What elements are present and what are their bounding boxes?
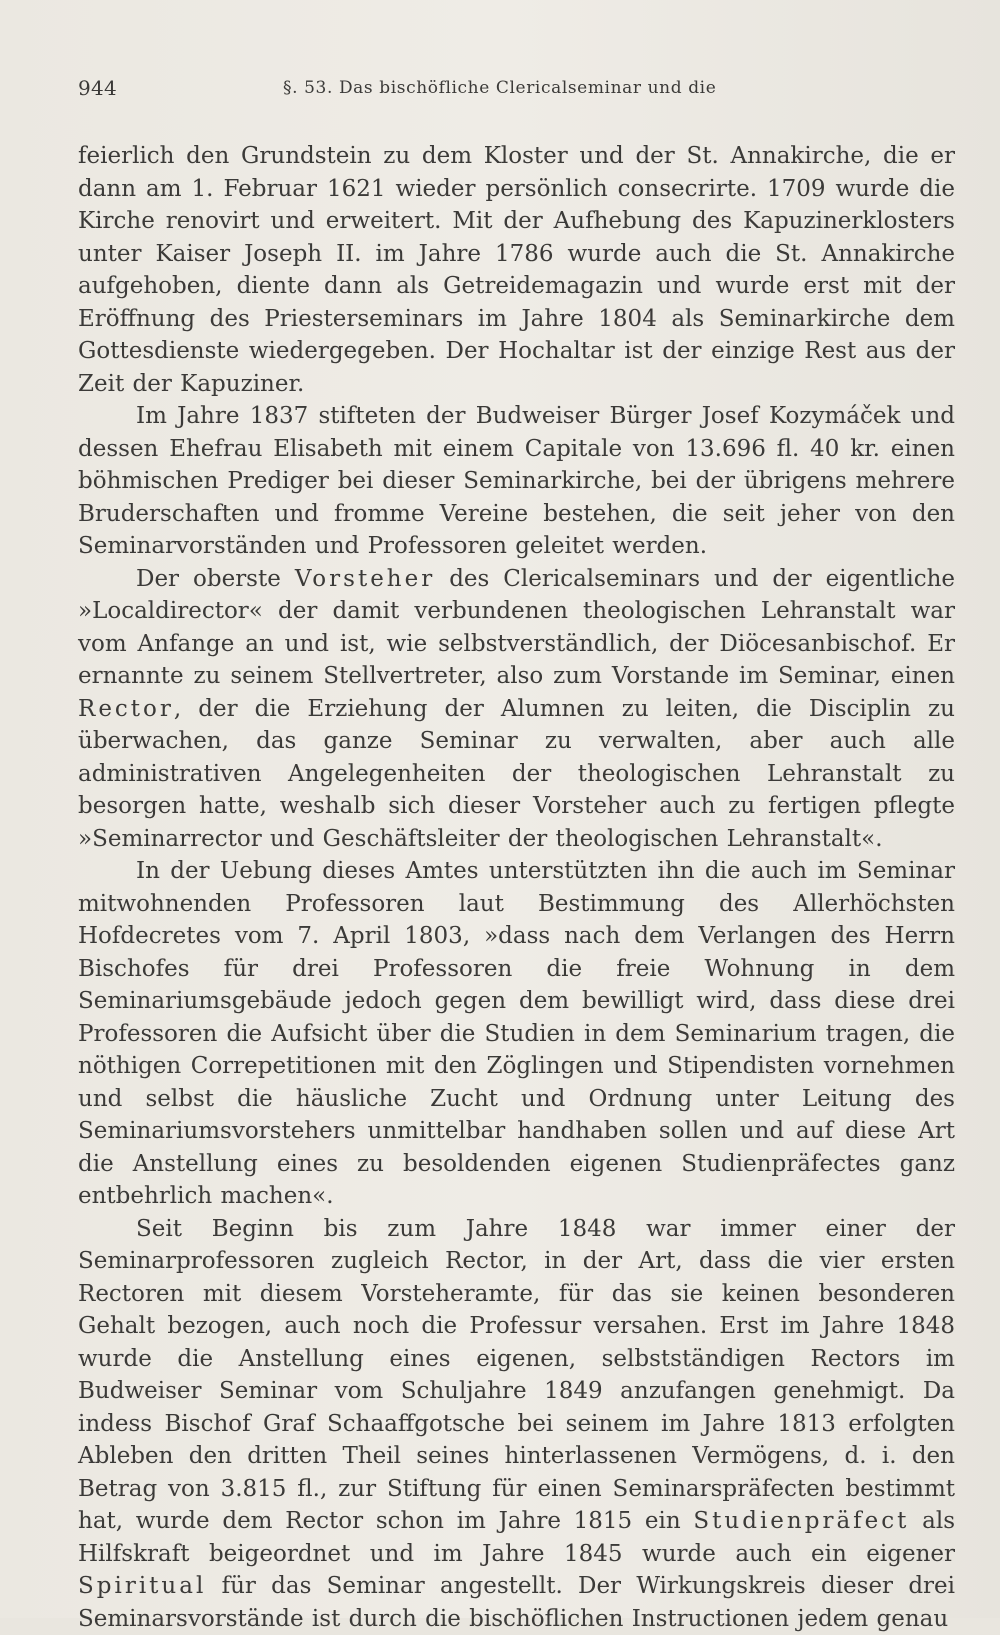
page-header	[78, 76, 958, 108]
spaced-term-rector: Rector	[78, 696, 174, 722]
page-number: 944	[78, 76, 117, 100]
paragraph-3-text-a: Der oberste	[136, 566, 295, 592]
paragraph-1-text: feierlich den Grundstein zu dem Kloster und der St. Annakirche, die er dann am 1. Februar 1621 wieder persönlich consecrirte. 1709 wurde die Kirche renovirt und erweitert. Mit der Aufhebung des Kapuzinerklosters unter Kaiser Joseph II. im Jahre 1786 wurde auch die St. Annakirche aufgehoben, diente dann als Getreidemagazin und wurde erst mit der Eröffnung des Priesterseminars im Jahre 1804 als Seminarkirche dem Gottesdienste wiedergegeben. Der Hochaltar ist der einzige Rest aus der Zeit der Kapuziner.	[78, 143, 955, 397]
body-text	[78, 140, 955, 1635]
paragraph-4-text: In der Uebung dieses Amtes unterstützten ihn die auch im Seminar mitwohnenden Professoren laut Bestimmung des Allerhöchsten Hofdecretes vom 7. April 1803, »dass nach dem Verlangen des Herrn Bischofes für drei Professoren die freie Wohnung in dem Seminariumsgebäude jedoch gegen dem bewilligt wird, dass diese drei Professoren die Aufsicht über die Studien in dem Seminarium tragen, die nöthigen Correpetitionen mit den Zöglingen und Stipendisten vornehmen und selbst die häusliche Zucht und Ordnung unter Leitung des Seminariumsvorstehers unmittelbar handhaben sollen und auf diese Art die Anstellung eines zu besoldenden eigenen Studienpräfectes ganz entbehrlich machen«.	[78, 858, 955, 1209]
spaced-term-spiritual: Spiritual	[78, 1573, 206, 1599]
paragraph-1	[78, 140, 955, 400]
paragraph-2-text: Im Jahre 1837 stifteten der Budweiser Bürger Josef Kozymáček und dessen Ehefrau Elisabeth mit einem Capitale von 13.696 fl. 40 kr. einen böhmischen Prediger bei dieser Seminarkirche, bei der übrigens mehrere Bruderschaften und fromme Vereine bestehen, die seit jeher von den Seminarvorständen und Professoren geleitet werden.	[78, 403, 955, 559]
paragraph-4	[78, 855, 955, 1213]
spaced-term-vorsteher: Vorsteher	[295, 566, 435, 592]
paragraph-5	[78, 1213, 955, 1635]
running-head: §. 53. Das bischöfliche Clericalseminar und die	[283, 78, 716, 98]
paragraph-5-text-a: Seit Beginn bis zum Jahre 1848 war immer einer der Seminarprofessoren zugleich Rector, in der Art, dass die vier ersten Rectoren mit diesem Vorsteheramte, für das sie keinen besonderen Gehalt bezogen, auch noch die Professur versahen. Erst im Jahre 1848 wurde die Anstellung eines eigenen, selbstständigen Rectors im Budweiser Seminar vom Schuljahre 1849 anzufangen genehmigt. Da indess Bischof Graf Schaaffgotsche bei seinem im Jahre 1813 erfolgten Ableben den dritten Theil seines hinterlassenen Vermögens, d. i. den Betrag von 3.815 fl., zur Stiftung für einen Seminarspräfecten bestimmt hat, wurde dem Rector schon im Jahre 1815 ein	[78, 1216, 955, 1535]
paragraph-5-text-c: für das Seminar angestellt. Der Wirkungskreis dieser drei Seminarsvorstände ist durch die bischöflichen Instructionen jedem genau	[78, 1573, 955, 1632]
paragraph-3	[78, 563, 955, 856]
paragraph-5-text-b: als Hilfskraft beigeordnet und im Jahre 1845 wurde auch ein eigener	[78, 1508, 955, 1567]
spaced-term-studienpraefect: Studienpräfect	[693, 1508, 909, 1534]
paragraph-3-text-b: des Clericalseminars und der eigentliche »Localdirector« der damit verbundenen theologischen Lehranstalt war vom Anfange an und ist, wie selbstverständlich, der Diöcesanbischof. Er ernannte zu seinem Stellvertreter, also zum Vorstande im Seminar, einen	[78, 566, 955, 690]
paragraph-3-text-c: , der die Erziehung der Alumnen zu leiten, die Disciplin zu überwachen, das ganze Seminar zu verwalten, aber auch alle administrativen Angelegenheiten der theologischen Lehranstalt zu besorgen hatte, weshalb sich dieser Vorsteher auch zu fertigen pflegte »Seminarrector und Geschäftsleiter der theologischen Lehranstalt«.	[78, 696, 955, 852]
paragraph-2	[78, 400, 955, 563]
